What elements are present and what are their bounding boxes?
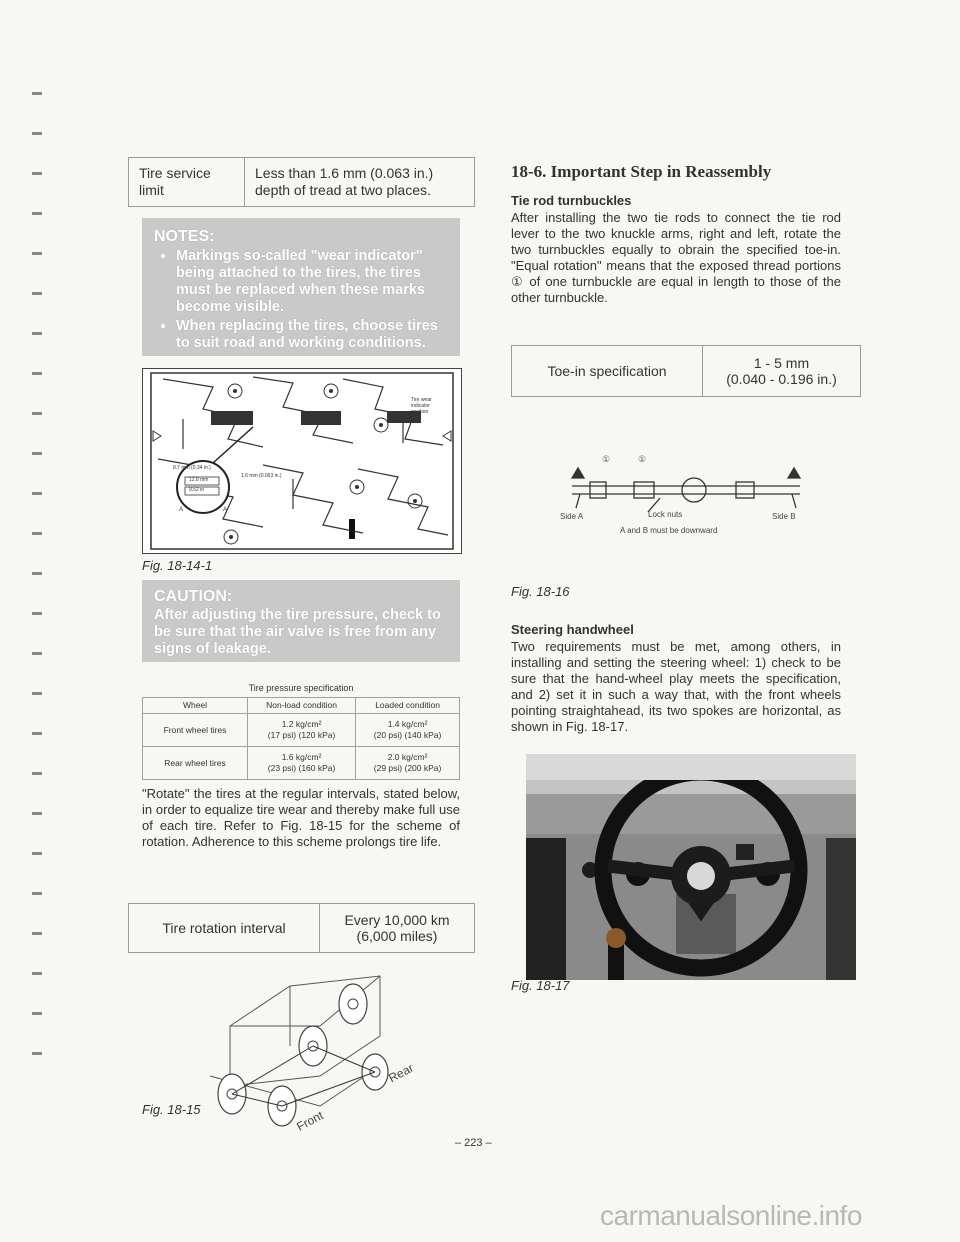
service-limit-table bbox=[128, 157, 475, 207]
rotate-paragraph: "Rotate" the tires at the regular intervals, stated below, in order to equalize tire wear and thereby make full use of each tire. Refer to Fig. 18-15 for the scheme of rotation. Adherence to this scheme prolongs tire life. bbox=[142, 786, 460, 849]
lock-nuts-label: Lock nuts bbox=[648, 510, 683, 519]
fig-label-wear-indicator: Tire wear indicator position bbox=[411, 397, 432, 415]
tie-rod-paragraph: After installing the two tie rods to connect the tie rod lever to the two knuckle arms, right and left, rotate the two turnbuckles equally to obrain the specified toe-in. "Equal rotation" means that the exposed thread portions ① of one turnbuckle are equal in length to those of the other turnbuckle. bbox=[511, 210, 841, 305]
fig-18-14-1-caption: Fig. 18-14-1 bbox=[142, 558, 213, 573]
fig-label-width: 12.8 mm bbox=[189, 477, 209, 483]
fig-label-a-1: A bbox=[179, 507, 184, 513]
rotation-value-1: Every 10,000 km bbox=[344, 912, 450, 928]
toe-in-label: Toe-in specification bbox=[512, 346, 703, 397]
fig-label-limit: 1.6 mm (0.063 in.) bbox=[241, 473, 282, 479]
fig-18-17-caption: Fig. 18-17 bbox=[511, 978, 570, 993]
rotation-front-label: Front bbox=[294, 1108, 326, 1134]
pressure-spec-title: Tire pressure specification bbox=[248, 683, 354, 693]
notes-item-1: • Markings so-called "wear indicator" being attached to the tires, the tires must be replaced when these marks become visible. bbox=[176, 248, 448, 316]
toe-in-value-1: 1 - 5 mm bbox=[753, 355, 810, 371]
pressure-value: (17 psi) (120 kPa) bbox=[267, 730, 336, 740]
downward-note: A and B must be downward bbox=[620, 526, 718, 535]
pressure-wheel: Rear wheel tires bbox=[143, 747, 248, 780]
binding-marks bbox=[32, 70, 42, 1070]
pressure-header-wheel: Wheel bbox=[143, 698, 248, 714]
rotation-scheme-figure bbox=[170, 966, 430, 1136]
fig-label-inner: 9.52 in bbox=[189, 487, 205, 493]
notes-item-2: • When replacing the tires, choose tires to suit road and working conditions. bbox=[176, 318, 448, 352]
tire-tread-figure bbox=[142, 368, 462, 554]
page-number: – 223 – bbox=[455, 1137, 492, 1149]
tie-rod-heading: Tie rod turnbuckles bbox=[511, 193, 632, 208]
toe-in-table bbox=[511, 345, 861, 397]
steering-wheel-drawing bbox=[526, 754, 856, 980]
rotation-rear-label: Rear bbox=[386, 1060, 416, 1086]
pressure-spec-table bbox=[142, 697, 460, 780]
pressure-value: (29 psi) (200 kPa) bbox=[373, 763, 442, 773]
fig-18-15-caption: Fig. 18-15 bbox=[142, 1102, 201, 1117]
rotation-label: Tire rotation interval bbox=[129, 904, 320, 953]
steering-heading: Steering handwheel bbox=[511, 622, 634, 637]
tie-rod-figure bbox=[560, 448, 810, 540]
pressure-value: 1.2 kg/cm² bbox=[281, 719, 322, 729]
side-b-label: Side B bbox=[772, 512, 796, 521]
notes-box bbox=[142, 218, 460, 356]
caution-box bbox=[142, 580, 460, 662]
pressure-wheel: Front wheel tires bbox=[143, 714, 248, 747]
service-limit-value: Less than 1.6 mm (0.063 in.) depth of tread at two places. bbox=[245, 158, 475, 207]
pressure-value: (23 psi) (160 kPa) bbox=[267, 763, 336, 773]
fig-label-a-2: A bbox=[223, 507, 228, 513]
watermark: carmanualsonline.info bbox=[600, 1200, 862, 1231]
tie-rod-marker-2: ① bbox=[638, 454, 647, 464]
rotation-value-2: (6,000 miles) bbox=[356, 928, 438, 944]
side-a-label: Side A bbox=[560, 512, 584, 521]
service-limit-label: Tire service limit bbox=[129, 158, 245, 207]
pressure-header-nonload: Non-load condition bbox=[248, 698, 356, 714]
pressure-value: 1.6 kg/cm² bbox=[281, 752, 322, 762]
steering-paragraph: Two requirements must be met, among others, in installing and setting the steering wheel: 1) check to be sure that the hand-wheel play meets the specification, and 2) set it in such a way that, with the front wheels pointing straightahead, its two spokes are horizontal, as shown in Fig. 18-17. bbox=[511, 639, 841, 734]
toe-in-value-2: (0.040 - 0.196 in.) bbox=[726, 371, 837, 387]
pressure-value: 1.4 kg/cm² bbox=[387, 719, 428, 729]
caution-title: CAUTION: bbox=[154, 588, 233, 605]
fig-18-16-caption: Fig. 18-16 bbox=[511, 584, 570, 599]
pressure-row-front bbox=[143, 714, 460, 747]
notes-title: NOTES: bbox=[154, 228, 215, 245]
pressure-value: 2.0 kg/cm² bbox=[387, 752, 428, 762]
fig-label-tread-depth: 8.7 mm (0.34 in.) bbox=[173, 465, 211, 471]
section-title: 18-6. Important Step in Reassembly bbox=[511, 162, 772, 181]
pressure-row-rear bbox=[143, 747, 460, 780]
pressure-value: (20 psi) (140 kPa) bbox=[373, 730, 442, 740]
rotation-interval-table bbox=[128, 903, 475, 953]
pressure-header-loaded: Loaded condition bbox=[356, 698, 460, 714]
tie-rod-marker-1: ① bbox=[602, 454, 611, 464]
rotation-scheme-drawing bbox=[170, 966, 430, 1136]
caution-text: After adjusting the tire pressure, check to be sure that the air valve is free from any signs of leakage. bbox=[154, 607, 441, 657]
steering-wheel-photo bbox=[526, 754, 856, 980]
